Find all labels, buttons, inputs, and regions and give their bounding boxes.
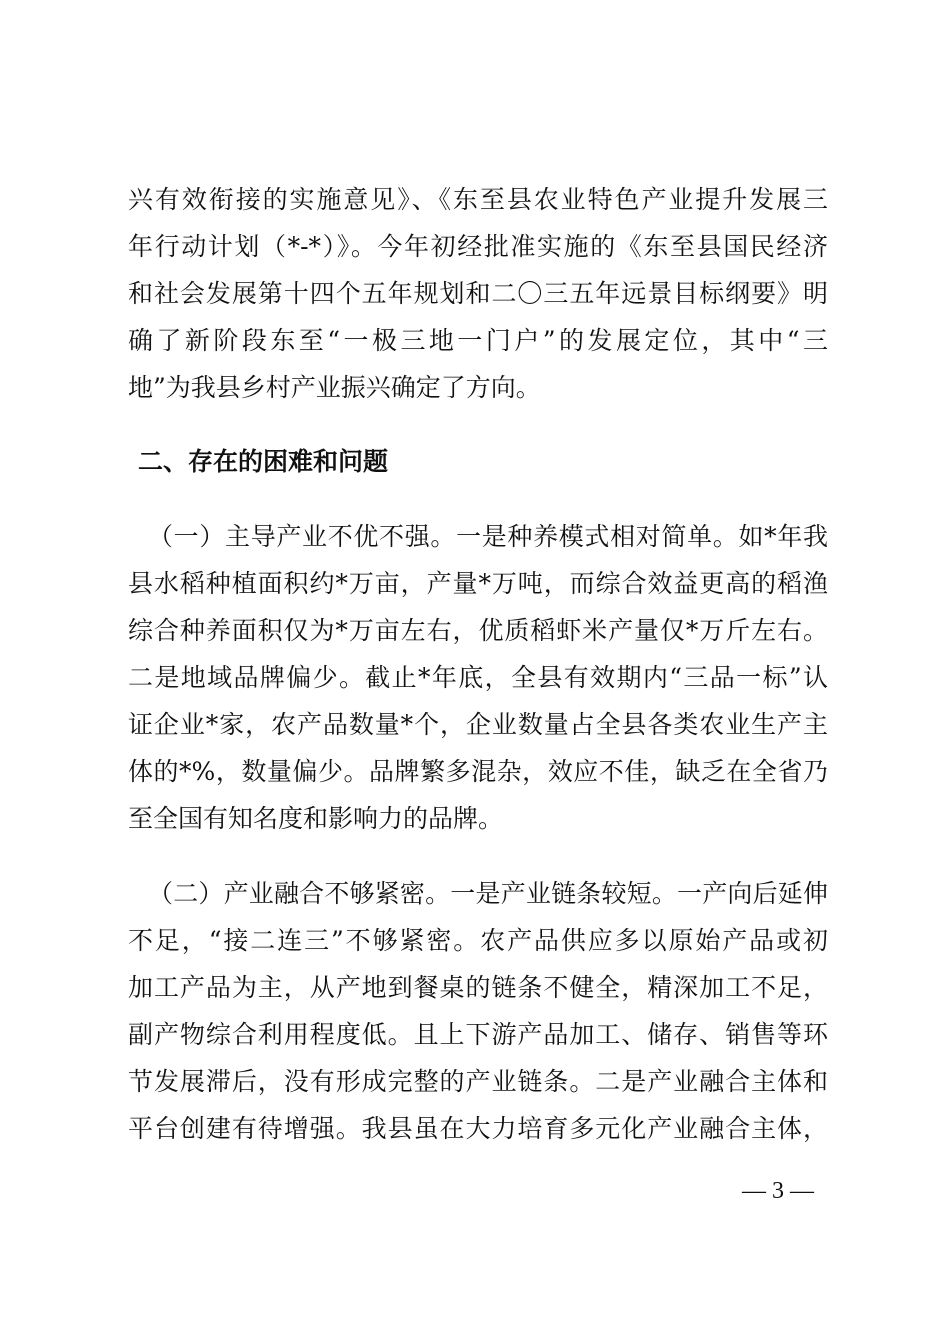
page-number: — 3 —: [742, 1178, 814, 1204]
section-heading: 二、存在的困难和问题: [138, 447, 389, 476]
paragraph-1-line-4: 确了新阶段东至“一极三地一门户”的发展定位，其中“三: [128, 326, 828, 355]
paragraph-3-line-2: 不足，“接二连三”不够紧密。农产品供应多以原始产品或初: [128, 926, 828, 955]
paragraph-2-line-7: 至全国有知名度和影响力的品牌。: [128, 804, 504, 833]
paragraph-3-line-6: 平台创建有待增强。我县虽在大力培育多元化产业融合主体，: [128, 1114, 828, 1143]
paragraph-3-line-4: 副产物综合利用程度低。且上下游产品加工、储存、销售等环: [128, 1020, 828, 1049]
paragraph-2-line-4: 二是地域品牌偏少。截止*年底，全县有效期内“三品一标”认: [128, 663, 828, 692]
paragraph-3-line-1: （二）产业融合不够紧密。一是产业链条较短。一产向后延伸: [148, 879, 828, 908]
paragraph-2-line-3: 综合种养面积仅为*万亩左右，优质稻虾米产量仅*万斤左右。: [128, 616, 828, 645]
paragraph-1-line-5: 地”为我县乡村产业振兴确定了方向。: [128, 373, 541, 402]
paragraph-3-line-5: 节发展滞后，没有形成完整的产业链条。二是产业融合主体和: [128, 1067, 828, 1096]
paragraph-2-line-1: （一）主导产业不优不强。一是种养模式相对简单。如*年我: [148, 522, 828, 551]
paragraph-2-line-5: 证企业*家，农产品数量*个，企业数量占全县各类农业生产主: [128, 710, 828, 739]
paragraph-1-line-2: 年行动计划（*-*）》。今年初经批准实施的《东至县国民经济: [128, 232, 828, 261]
paragraph-1-line-3: 和社会发展第十四个五年规划和二〇三五年远景目标纲要》明: [128, 279, 828, 308]
paragraph-2-line-2: 县水稻种植面积约*万亩，产量*万吨，而综合效益更高的稻渔: [128, 569, 828, 598]
paragraph-1-line-1: 兴有效衔接的实施意见》、《东至县农业特色产业提升发展三: [128, 185, 828, 214]
paragraph-2-line-6: 体的*%，数量偏少。品牌繁多混杂，效应不佳，缺乏在全省乃: [128, 757, 828, 786]
paragraph-3-line-3: 加工产品为主，从产地到餐桌的链条不健全，精深加工不足，: [128, 973, 828, 1002]
